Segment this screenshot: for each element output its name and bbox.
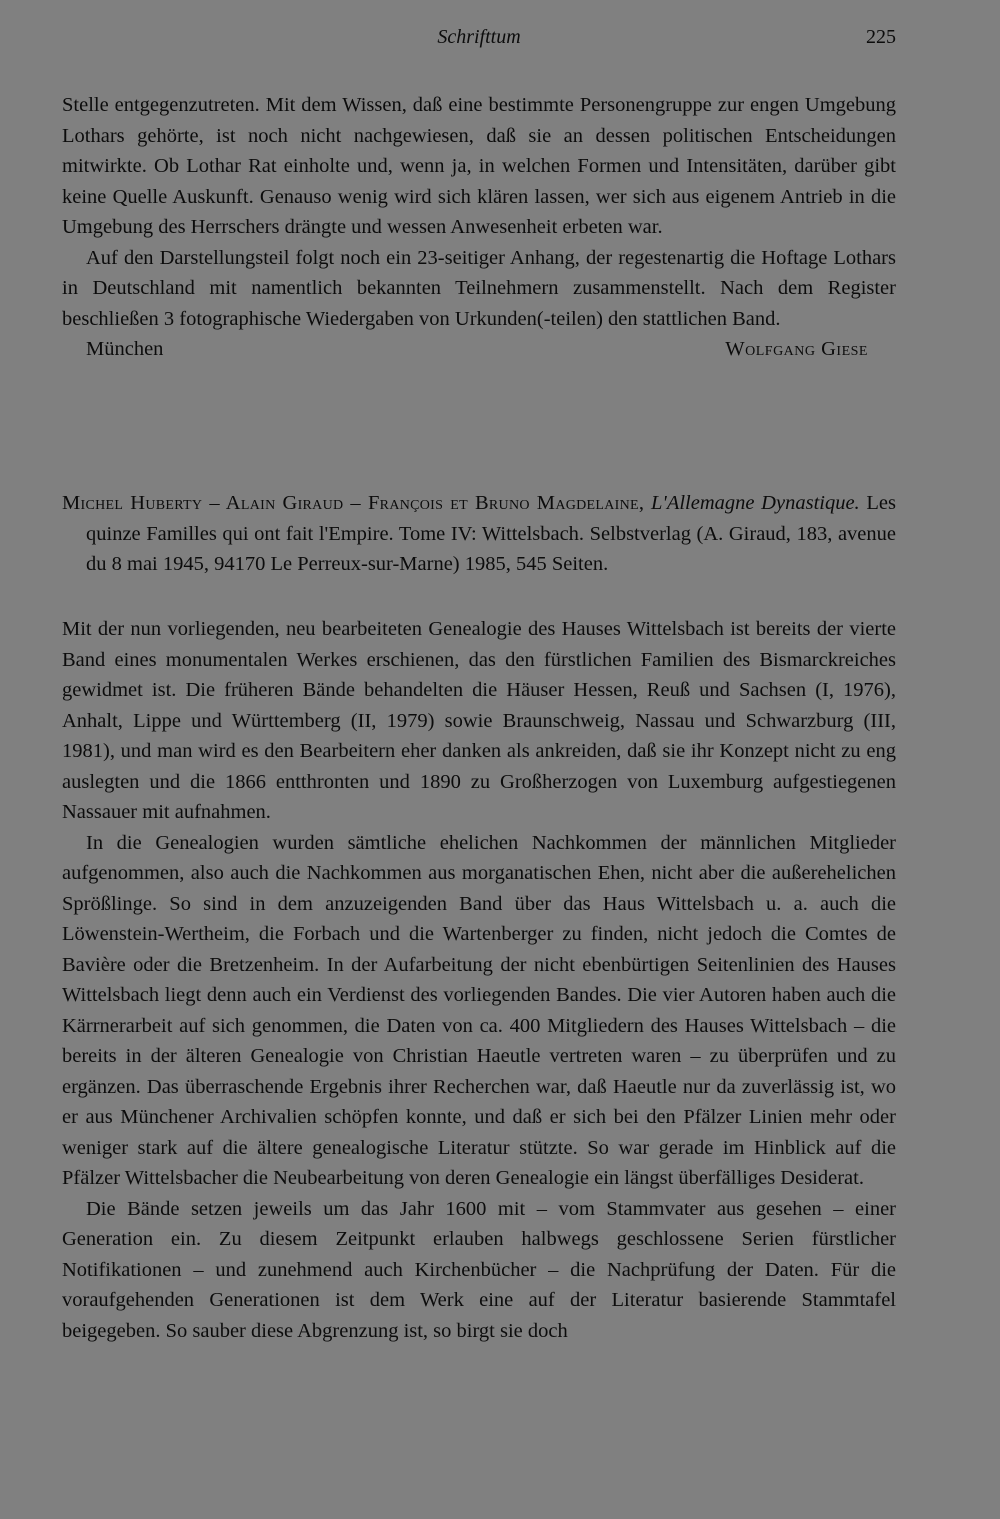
review-paragraph: Stelle entgegenzutreten. Mit dem Wissen, daß eine bestimmte Personengruppe zur engen Umgebung Lothars gehörte, ist noch nicht nachgewiesen, daß sie an dessen politischen Entscheidungen mitwirkte. Ob Lothar Rat einholte und, wenn ja, in welchen Formen und Intensitäten, darüber gibt keine Quelle Auskunft. Genauso wenig wird sich klären lassen, wer sich aus eigenem Antrieb in die Umgebung des Herrschers drängte und wessen Anwesenheit erbeten war. [62, 94, 896, 238]
review-paragraph: Mit der nun vorliegenden, neu bearbeiteten Genealogie des Hauses Wittelsbach ist bereits der vierte Band eines monumentalen Werkes erschienen, das den fürstlichen Familien des Bismarckreiches gewidmet ist. Die früheren Bände behandelten die Häuser Hessen, Reuß und Sachsen (I, 1976), Anhalt, Lippe und Württemberg (II, 1979) sowie Braunschweig, Nassau und Schwarzburg (III, 1981), und man wird es den Bearbeitern eher danken als ankreiden, daß sie ihr Konzept nicht zu eng auslegten und die 1866 entthronten und 1890 zu Großherzogen von Luxemburg aufgestiegenen Nassauer mit aufnahmen. [62, 618, 896, 823]
review-body [62, 614, 896, 1346]
review-paragraph: Die Bände setzen jeweils um das Jahr 1600 mit – vom Stammvater aus gesehen – einer Generation ein. Zu diesem Zeitpunkt erlauben halbwegs geschlossene Serien fürstlicher Notifikationen – und zunehmend auch Kirchenbücher – die Nachprüfung der Daten. Für die voraufgehenden Generationen ist dem Werk eine auf der Literatur basierende Stammtafel beigegeben. So sauber diese Abgrenzung ist, so birgt sie doch [62, 1197, 896, 1342]
citation-details: Les quinze Familles qui ont fait l'Empire. Tome IV: Wittelsbach. Selbstverlag (A. Giraud, 183, avenue du 8 mai 1945, 94170 Le Perreux-sur-Marne) 1985, 545 Seiten. [86, 492, 897, 575]
citation-title: L'Allemagne Dynastique. [651, 492, 860, 514]
page-header [62, 26, 896, 56]
review-continuation [62, 90, 896, 364]
running-head: Schrifttum [437, 26, 521, 48]
signature-name: Wolfgang Giese [725, 338, 868, 360]
page-number: 225 [866, 26, 896, 48]
citation-text [62, 488, 896, 580]
citation-authors: Michel Huberty – Alain Giraud – François et Bruno Magdelaine, [62, 492, 645, 514]
review-paragraph: In die Genealogien wurden sämtliche ehelichen Nachkommen der männlichen Mitglieder aufgenommen, also auch die Nachkommen aus morganatischen Ehen, nicht aber die außerehelichen Sprößlinge. So sind in dem anzuzeigenden Band über das Haus Wittelsbach u. a. auch die Löwenstein-Wertheim, die Forbach und die Wartenberger zu finden, nicht jedoch die Comtes de Bavière oder die Bretzenheim. In der Aufarbeitung der nicht ebenbürtigen Seitenlinien des Hauses Wittelsbach liegt denn auch ein Verdienst des vorliegenden Bandes. Die vier Autoren haben auch die Kärrnerarbeit auf sich genommen, die Daten von ca. 400 Mitgliedern des Hauses Wittelsbach – die bereits in der älteren Genealogie von Christian Haeutle vertreten waren – zu überprüfen und zu ergänzen. Das überraschende Ergebnis ihrer Recherchen war, daß Haeutle nur da zuverlässig ist, wo er aus Münchener Archivalien schöpfen konnte, und daß er sich bei den Pfälzer Linien mehr oder weniger stark auf die ältere genealogische Literatur stützte. So war gerade im Hinblick auf die Pfälzer Wittelsbacher die Neubearbeitung von deren Genealogie ein längst überfälliges Desiderat. [62, 831, 896, 1189]
book-citation [62, 488, 896, 580]
review-paragraph: Auf den Darstellungsteil folgt noch ein 23-seitiger Anhang, der regestenartig die Hoftage Lothars in Deutschland mit namentlich bekannten Teilnehmern zusammenstellt. Nach dem Register beschließen 3 fotographische Wiedergaben von Urkunden(-teilen) den stattlichen Band. [62, 246, 896, 330]
reviewer-signature [62, 334, 896, 364]
signature-place: München [86, 338, 164, 360]
